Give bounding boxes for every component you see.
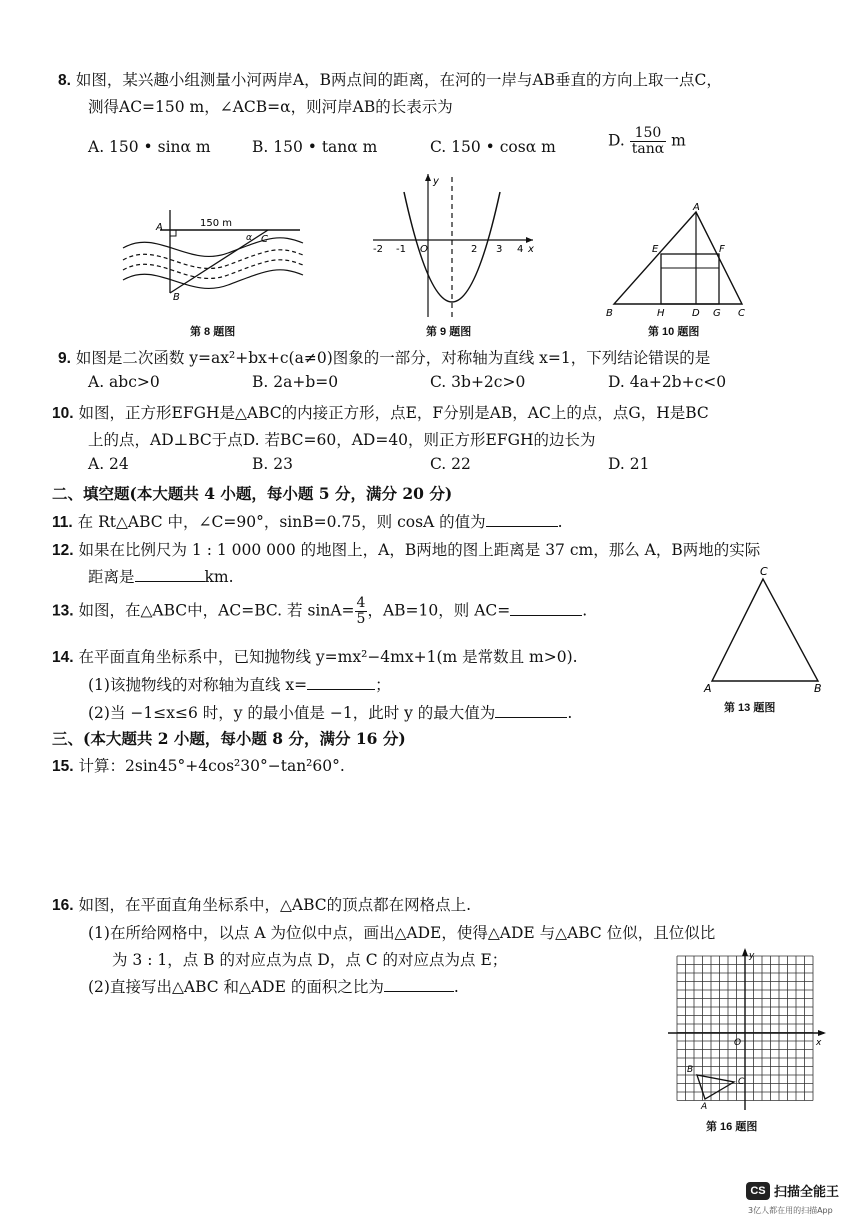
label-h: H bbox=[657, 308, 665, 319]
q15-text: 计算：2sin45°+4cos²30°−tan²60°. bbox=[78, 757, 345, 775]
q14-sub1-end: ； bbox=[375, 676, 391, 694]
question-number: 13. bbox=[52, 602, 74, 620]
section-2-heading: 二、填空题(本大题共 4 小题，每小题 5 分，满分 20 分) bbox=[52, 484, 453, 503]
label-alpha: α bbox=[246, 233, 252, 243]
q10-option-c: C. 22 bbox=[430, 455, 471, 473]
label-a: A bbox=[701, 1102, 708, 1112]
q8-option-a: A. 150 • sinα m bbox=[88, 138, 211, 156]
q13-text-a: 如图，在△ABC中，AC=BC. 若 sinA= bbox=[78, 601, 355, 620]
tick-2: 2 bbox=[471, 244, 478, 255]
question-number: 16. bbox=[52, 897, 74, 914]
q12-text-2: 距离是 bbox=[88, 568, 135, 586]
q10-text: 如图，正方形EFGH是△ABC的内接正方形，点E，F分别是AB，AC上的点，点G，H是BC bbox=[78, 404, 709, 422]
q13 bbox=[52, 596, 587, 627]
figure-10-caption: 第 10 题图 bbox=[648, 326, 700, 338]
q9-option-d: D. 4a+2b+c<0 bbox=[608, 373, 727, 391]
q8-option-d bbox=[608, 126, 686, 157]
answer-blank[interactable] bbox=[384, 977, 454, 992]
label-b: B bbox=[173, 292, 180, 303]
q8-option-b: B. 150 • tanα m bbox=[252, 138, 378, 156]
tick-4: 4 bbox=[517, 244, 524, 255]
label-c: C bbox=[261, 234, 268, 245]
q14-text: 在平面直角坐标系中，已知抛物线 y=mx²−4mx+1(m 是常数且 m>0). bbox=[78, 648, 578, 666]
answer-blank[interactable] bbox=[307, 675, 375, 690]
figure-9-caption: 第 9 题图 bbox=[426, 326, 472, 338]
label-b: B bbox=[606, 308, 613, 319]
q10-option-b: B. 23 bbox=[252, 455, 293, 473]
label-b: B bbox=[814, 682, 822, 695]
origin-label: O bbox=[734, 1038, 742, 1048]
q13-text-b: ，AB=10，则 AC= bbox=[367, 601, 511, 620]
q16-text: 如图，在平面直角坐标系中，△ABC的顶点都在网格点上. bbox=[78, 896, 472, 914]
q9-text: 如图是二次函数 y=ax²+bx+c(a≠0)图象的一部分，对称轴为直线 x=1，下列结论错误的是 bbox=[75, 349, 711, 367]
origin-label: O bbox=[420, 244, 428, 255]
q8-text: 如图，某兴趣小组测量小河两岸A，B两点间的距离，在河的一岸与AB垂直的方向上取一点C， bbox=[75, 71, 722, 89]
q9-option-b: B. 2a+b=0 bbox=[252, 373, 339, 391]
figure-9-parabola bbox=[368, 172, 538, 320]
q11-text: 在 Rt△ABC 中，∠C=90°，sinB=0.75，则 cosA 的值为 bbox=[77, 513, 486, 531]
camscanner-logo: CS bbox=[746, 1182, 770, 1200]
figure-16-caption: 第 16 题图 bbox=[706, 1121, 758, 1133]
brand-tagline: 3亿人都在用的扫描App bbox=[748, 1206, 833, 1215]
label-distance: 150 m bbox=[200, 218, 233, 229]
answer-blank[interactable] bbox=[495, 703, 567, 718]
section-3-heading: 三、(本大题共 2 小题，每小题 8 分，满分 16 分) bbox=[52, 729, 406, 748]
brand-name: 扫描全能王 bbox=[774, 1185, 840, 1200]
q13-end: . bbox=[582, 601, 588, 620]
q16-sub1b: 为 3 : 1，点 B 的对应点为点 D，点 C 的对应点为点 E； bbox=[112, 951, 508, 969]
y-axis-label: y bbox=[749, 951, 755, 961]
question-number: 10. bbox=[52, 405, 74, 422]
label-d: D bbox=[692, 308, 700, 319]
q10-option-d: D. 21 bbox=[608, 455, 650, 473]
question-number: 8. bbox=[58, 72, 71, 89]
label-b: B bbox=[687, 1065, 694, 1075]
q14-sub2-text: (2)当 −1≤x≤6 时，y 的最小值是 −1，此时 y 的最大值为 bbox=[88, 704, 496, 722]
tick-neg2: -2 bbox=[373, 244, 383, 255]
label-f: F bbox=[719, 244, 725, 255]
option-d-fraction bbox=[630, 126, 666, 157]
answer-blank[interactable] bbox=[486, 512, 558, 527]
q16-sub2-end: . bbox=[453, 978, 459, 996]
figure-8-river-diagram bbox=[118, 208, 308, 318]
q12-line2 bbox=[88, 565, 234, 587]
fraction-numerator: 4 bbox=[356, 595, 366, 611]
q11-end: . bbox=[557, 513, 563, 531]
q10-option-a: A. 24 bbox=[88, 455, 129, 473]
question-number: 15. bbox=[52, 758, 74, 775]
label-g: G bbox=[713, 308, 721, 319]
fraction-denominator: tanα bbox=[631, 141, 665, 157]
q15 bbox=[52, 754, 345, 776]
q9-option-a: A. abc>0 bbox=[88, 373, 160, 391]
q12-unit: km. bbox=[204, 568, 234, 586]
q14-line1 bbox=[52, 645, 578, 667]
figure-8-caption: 第 8 题图 bbox=[190, 326, 236, 338]
tick-3: 3 bbox=[496, 244, 503, 255]
q10-line1 bbox=[52, 401, 709, 423]
label-a: A bbox=[156, 222, 163, 233]
q14-sub1 bbox=[88, 673, 391, 695]
q8-line1 bbox=[58, 68, 722, 90]
label-a: A bbox=[704, 682, 712, 695]
x-axis-label: x bbox=[528, 244, 534, 255]
answer-blank[interactable] bbox=[510, 601, 582, 616]
q9-option-c: C. 3b+2c>0 bbox=[430, 373, 526, 391]
answer-blank[interactable] bbox=[135, 567, 205, 582]
tick-neg1: -1 bbox=[396, 244, 406, 255]
q16-sub2 bbox=[88, 975, 459, 997]
q14-sub2 bbox=[88, 701, 572, 723]
x-axis-label: x bbox=[816, 1038, 822, 1048]
y-axis-label: y bbox=[433, 176, 439, 187]
q16-sub1a: (1)在所给网格中，以点 A 为位似中点，画出△ADE，使得△ADE 与△ABC 位似，且位似比 bbox=[88, 924, 716, 942]
figure-13-caption: 第 13 题图 bbox=[724, 702, 776, 714]
q11 bbox=[52, 510, 563, 532]
q10-line2: 上的点，AD⊥BC于点D. 若BC=60，AD=40，则正方形EFGH的边长为 bbox=[88, 431, 596, 449]
label-c: C bbox=[738, 308, 745, 319]
figure-16-coordinate-grid bbox=[668, 948, 828, 1113]
question-number: 12. bbox=[52, 542, 74, 559]
figure-13-isosceles-triangle bbox=[700, 565, 830, 697]
q14-sub2-end: . bbox=[567, 704, 573, 722]
option-d-unit: m bbox=[671, 131, 686, 150]
label-c: C bbox=[760, 565, 768, 578]
q9-line1 bbox=[58, 346, 710, 368]
fraction-denominator: 5 bbox=[356, 611, 366, 627]
question-number: 11. bbox=[52, 514, 73, 531]
label-c: C bbox=[738, 1077, 745, 1087]
q13-fraction bbox=[355, 596, 368, 627]
option-d-prefix: D. bbox=[608, 131, 625, 150]
q8-option-c: C. 150 • cosα m bbox=[430, 138, 556, 156]
question-number: 14. bbox=[52, 649, 74, 666]
q14-sub1-text: (1)该抛物线的对称轴为直线 x= bbox=[88, 676, 308, 694]
q12-line1 bbox=[52, 538, 760, 560]
fraction-numerator: 150 bbox=[630, 126, 666, 142]
q12-text: 如果在比例尺为 1 : 1 000 000 的地图上，A，B两地的图上距离是 37 cm，那么 A，B两地的实际 bbox=[78, 541, 761, 559]
question-number: 9. bbox=[58, 350, 71, 367]
figure-10-triangle-square bbox=[600, 200, 760, 322]
q16-line1 bbox=[52, 893, 471, 915]
label-a: A bbox=[693, 202, 700, 213]
q8-line2: 测得AC=150 m，∠ACB=α，则河岸AB的长表示为 bbox=[88, 98, 453, 116]
q16-sub2-text: (2)直接写出△ABC 和△ADE 的面积之比为 bbox=[88, 978, 384, 996]
label-e: E bbox=[652, 244, 659, 255]
